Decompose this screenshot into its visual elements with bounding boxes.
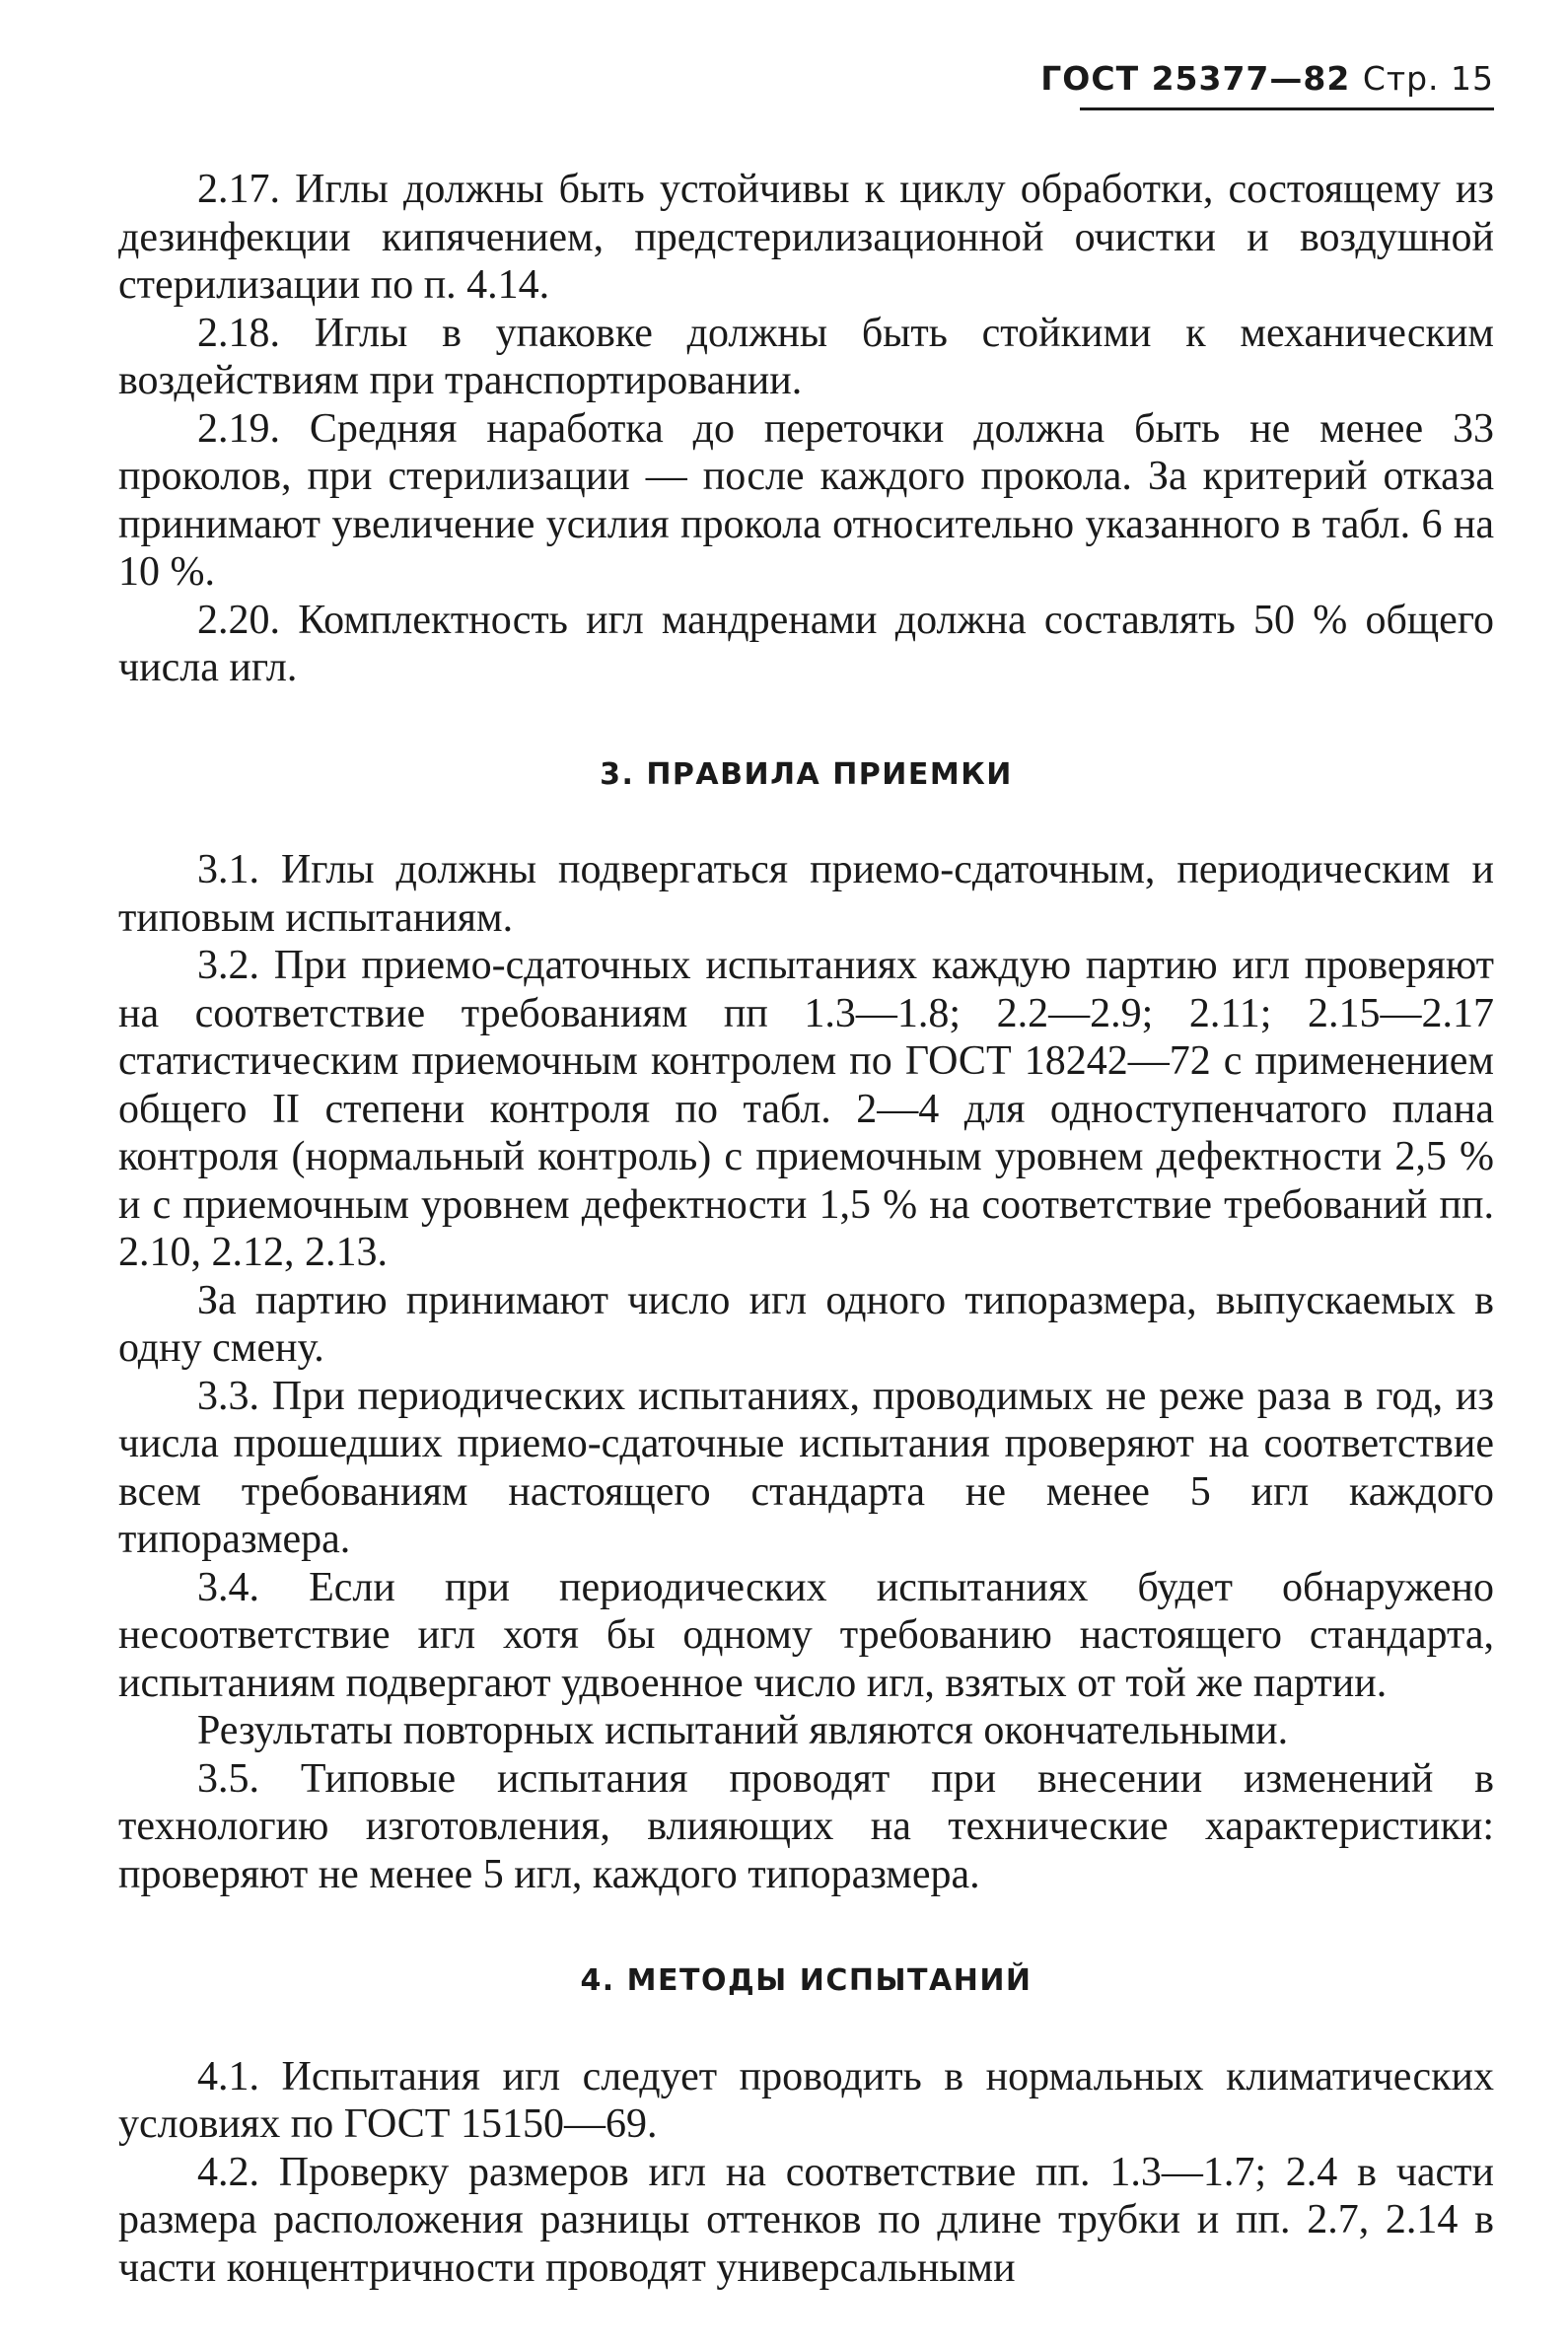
- paragraph-3-1: 3.1. Иглы должны подвергаться приемо-сдаточным, периодическим и типовым испытаниям.: [118, 847, 1494, 941]
- document-body: [118, 166, 1494, 2292]
- paragraph-3-5: 3.5. Типовые испытания проводят при внесении изменений в технологию изготовления, влияющих на технические характеристики: проверяют не менее 5 игл, каждого типоразмера.: [118, 1755, 1494, 1897]
- paragraph-2-17: 2.17. Иглы должны быть устойчивы к циклу обработки, состоящему из дезинфекции кипячением, предстерилизационной очистки и воздушной стерилизации по п. 4.14.: [118, 167, 1494, 308]
- paragraph-3-4-results: Результаты повторных испытаний являются окончательными.: [197, 1708, 1289, 1753]
- paragraph-2-18: 2.18. Иглы в упаковке должны быть стойкими к механическим воздействиям при транспортировании.: [118, 310, 1494, 403]
- page-number: Стр. 15: [1362, 59, 1494, 98]
- standard-number: ГОСТ 25377—82: [1040, 59, 1351, 98]
- header-rule: [1080, 107, 1494, 110]
- paragraph-2-20: 2.20. Комплектность игл мандренами должна составлять 50 % общего числа игл.: [118, 597, 1494, 690]
- paragraph-3-2: 3.2. При приемо-сдаточных испытаниях каждую партию игл проверяют на соответствие требованиям пп 1.3—1.8; 2.2—2.9; 2.11; 2.15—2.17 статистическим приемочным контролем по ГОСТ 18242—72 с применением общего II степени контроля по табл. 2—4 для одноступенчатого плана контроля (нормальный контроль) с приемочным уровнем дефектности 2,5 % и с приемочным уровнем дефектности 1,5 % на соответствие требований пп. 2.10, 2.12, 2.13.: [118, 943, 1494, 1275]
- section-heading-test-methods: 4. МЕТОДЫ ИСПЫТАНИЙ: [580, 1963, 1033, 1998]
- paragraph-4-1: 4.1. Испытания игл следует проводить в нормальных климатических условиях по ГОСТ 15150—69.: [118, 2053, 1494, 2147]
- document-page: [118, 59, 1494, 2292]
- paragraph-4-2: 4.2. Проверку размеров игл на соответствие пп. 1.3—1.7; 2.4 в части размера расположения разницы оттенков по длине трубки и пп. 2.7, 2.14 в части концентричности проводят универсальными: [118, 2149, 1494, 2291]
- paragraph-2-19: 2.19. Средняя наработка до переточки должна быть не менее 33 проколов, при стерилизации — после каждого прокола. За критерий отказа принимают увеличение усилия прокола относительно указанного в табл. 6 на 10 %.: [118, 405, 1494, 595]
- paragraph-3-4: 3.4. Если при периодических испытаниях будет обнаружено несоответствие игл хотя бы одному требованию настоящего стандарта, испытаниям подвергают удвоенное число игл, взятых от той же партии.: [118, 1564, 1494, 1706]
- paragraph-3-2-lot: За партию принимают число игл одного типоразмера, выпускаемых в одну смену.: [118, 1277, 1494, 1371]
- page-header: [118, 59, 1494, 118]
- section-heading-acceptance: 3. ПРАВИЛА ПРИЕМКИ: [600, 756, 1013, 792]
- paragraph-3-3: 3.3. При периодических испытаниях, проводимых не реже раза в год, из числа прошедших приемо-сдаточные испытания проверяют на соответствие всем требованиям настоящего стандарта не менее 5 игл каждого типоразмера.: [118, 1373, 1494, 1562]
